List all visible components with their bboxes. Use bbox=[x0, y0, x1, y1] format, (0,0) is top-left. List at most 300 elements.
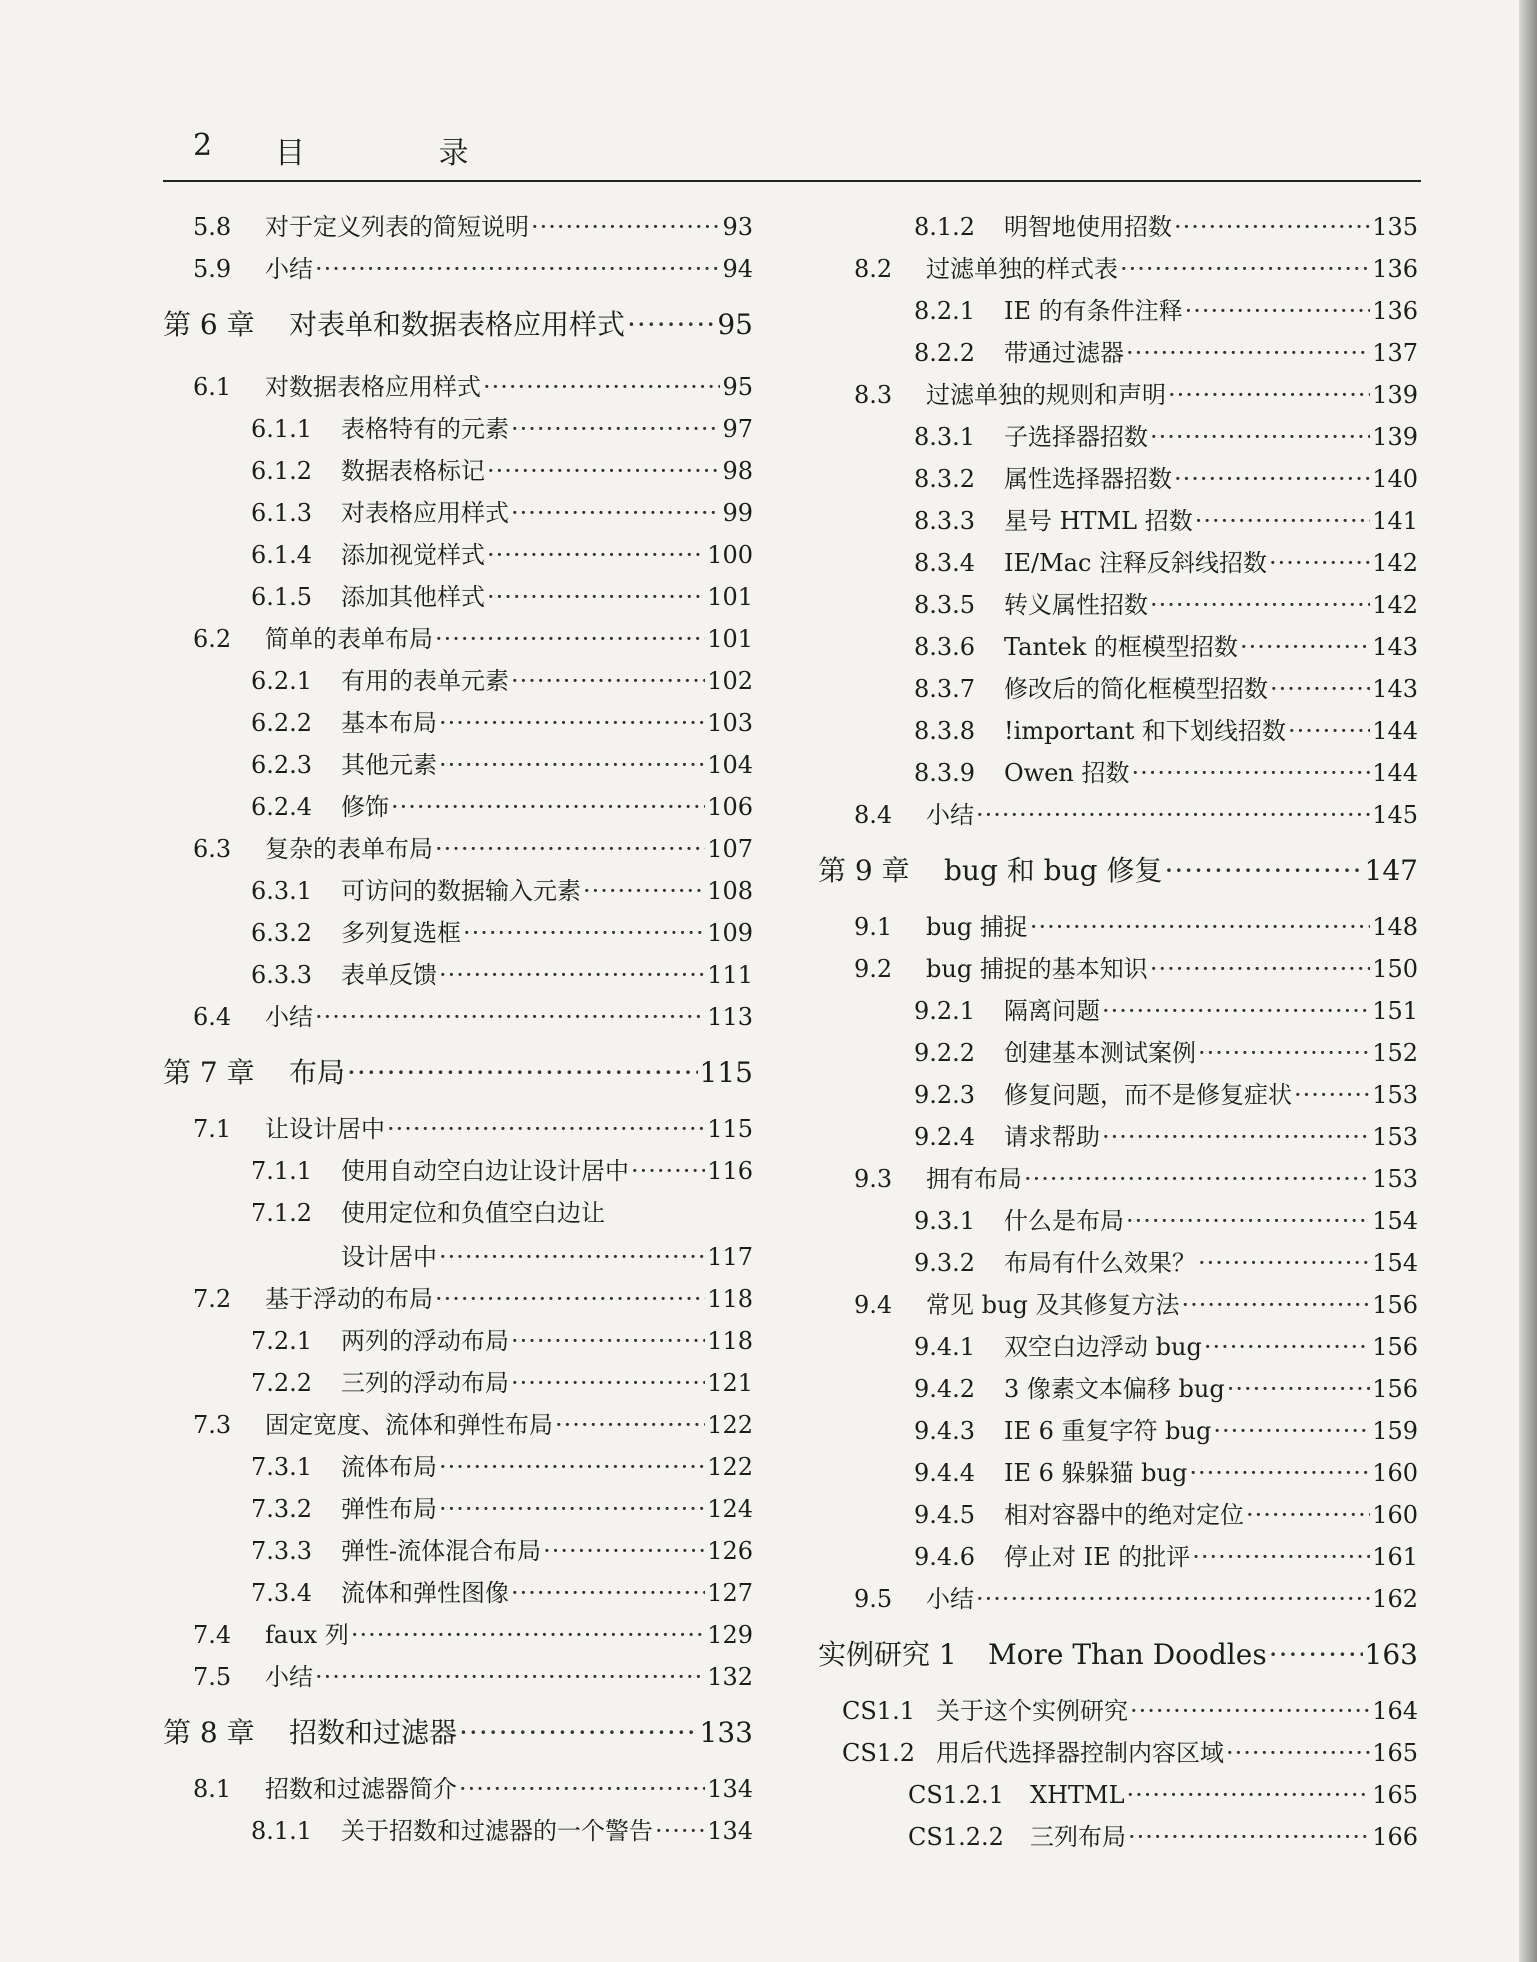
toc-leader-dots bbox=[655, 1816, 705, 1846]
toc-page-number: 101 bbox=[707, 583, 753, 611]
toc-entry bbox=[193, 834, 753, 864]
page-header bbox=[163, 120, 1421, 182]
toc-entry-title: 关于这个实例研究 bbox=[936, 1697, 1128, 1725]
toc-entry-number: 9.3.2 bbox=[914, 1249, 976, 1277]
toc-page-number: 129 bbox=[707, 1621, 753, 1649]
toc-entry-title: 带通过滤器 bbox=[1004, 339, 1124, 367]
toc-page-number: 163 bbox=[1364, 1638, 1418, 1671]
toc-page-number: 144 bbox=[1372, 759, 1418, 787]
toc-leader-dots bbox=[583, 876, 705, 906]
toc-page-number: 115 bbox=[707, 1115, 753, 1143]
toc-entry-number: 6.3 bbox=[193, 835, 232, 863]
toc-entry bbox=[914, 1374, 1418, 1404]
page-edge-shadow bbox=[1519, 0, 1537, 1962]
toc-entry bbox=[914, 1038, 1418, 1068]
toc-entry-number: 8.2 bbox=[854, 255, 893, 283]
toc-entry-number: 8.3.8 bbox=[914, 717, 976, 745]
toc-leader-dots bbox=[1240, 632, 1370, 662]
toc-entry bbox=[251, 456, 753, 486]
toc-entry-title: 三列的浮动布局 bbox=[341, 1369, 509, 1397]
toc-leader-dots bbox=[1024, 1164, 1370, 1194]
toc-entry-title: 明智地使用招数 bbox=[1004, 213, 1172, 241]
toc-leader-dots bbox=[1126, 338, 1370, 368]
toc-leader-dots bbox=[1150, 422, 1370, 452]
toc-entry-number: 7.1.1 bbox=[251, 1157, 313, 1185]
toc-entry-number: 8.2.2 bbox=[914, 339, 976, 367]
toc-entry bbox=[914, 296, 1418, 326]
toc-entry-title: Tantek 的框模型招数 bbox=[1004, 633, 1238, 661]
toc-entry-number: 9.1 bbox=[854, 913, 893, 941]
toc-entry-title: 小结 bbox=[265, 1663, 313, 1691]
toc-leader-dots bbox=[1120, 254, 1370, 284]
toc-page-number: 93 bbox=[722, 213, 753, 241]
toc-entry-title: 3 像素文本偏移 bug bbox=[1004, 1375, 1225, 1403]
toc-page-number: 127 bbox=[707, 1579, 753, 1607]
toc-leader-dots bbox=[487, 456, 720, 486]
toc-entry bbox=[193, 212, 753, 242]
toc-entry-title: 小结 bbox=[926, 801, 974, 829]
toc-leader-dots bbox=[391, 792, 705, 822]
toc-entry-title: !important 和下划线招数 bbox=[1004, 717, 1287, 745]
toc-leader-dots bbox=[487, 540, 705, 570]
toc-entry-title: 子选择器招数 bbox=[1004, 423, 1148, 451]
toc-entry-number: 7.2.2 bbox=[251, 1369, 313, 1397]
toc-page-number: 159 bbox=[1372, 1417, 1418, 1445]
toc-entry-title: bug 捕捉 bbox=[926, 913, 1028, 941]
toc-leader-dots bbox=[1030, 912, 1370, 942]
toc-entry-title: 数据表格标记 bbox=[341, 457, 485, 485]
toc-entry bbox=[251, 1494, 753, 1524]
toc-entry bbox=[914, 1248, 1418, 1278]
toc-chapter-entry bbox=[163, 1058, 753, 1088]
toc-page-number: 117 bbox=[707, 1243, 753, 1271]
toc-entry-number: 9.3.1 bbox=[914, 1207, 976, 1235]
toc-entry-title: 小结 bbox=[265, 255, 313, 283]
toc-leader-dots bbox=[627, 310, 715, 340]
toc-entry bbox=[854, 1584, 1418, 1614]
toc-entry bbox=[193, 1620, 753, 1650]
page-number: 2 bbox=[193, 128, 213, 163]
toc-entry bbox=[914, 674, 1418, 704]
toc-entry-title: 小结 bbox=[265, 1003, 313, 1031]
toc-entry-number: 6.2.3 bbox=[251, 751, 313, 779]
toc-entry-number: CS1.2.1 bbox=[908, 1781, 1004, 1809]
toc-entry-title: 星号 HTML 招数 bbox=[1004, 507, 1193, 535]
toc-leader-dots bbox=[631, 1156, 705, 1186]
toc-page-number: 156 bbox=[1372, 1333, 1418, 1361]
toc-page-number: 134 bbox=[707, 1817, 753, 1845]
toc-entry bbox=[854, 800, 1418, 830]
toc-entry-number: 9.4.6 bbox=[914, 1543, 976, 1571]
toc-entry-number: 6.1.1 bbox=[251, 415, 313, 443]
toc-entry-title: 表单反馈 bbox=[341, 961, 437, 989]
toc-entry-number: 9.2.4 bbox=[914, 1123, 976, 1151]
toc-chapter-entry bbox=[163, 1718, 753, 1748]
toc-page-number: 99 bbox=[722, 499, 753, 527]
toc-page-number: 152 bbox=[1372, 1039, 1418, 1067]
toc-entry-number: 第 6 章 bbox=[163, 308, 255, 341]
toc-entry bbox=[854, 1164, 1418, 1194]
toc-entry-number: 7.3.4 bbox=[251, 1579, 313, 1607]
toc-page-number: 162 bbox=[1372, 1585, 1418, 1613]
toc-entry-number: 8.2.1 bbox=[914, 297, 976, 325]
toc-page-number: 108 bbox=[707, 877, 753, 905]
toc-page-number: 140 bbox=[1372, 465, 1418, 493]
toc-page-number: 109 bbox=[707, 919, 753, 947]
toc-entry-title: 对表格应用样式 bbox=[341, 499, 509, 527]
toc-leader-dots bbox=[1270, 674, 1370, 704]
toc-page-number: 156 bbox=[1372, 1375, 1418, 1403]
toc-entry bbox=[914, 1122, 1418, 1152]
toc-leader-dots bbox=[1227, 1374, 1370, 1404]
toc-page-number: 166 bbox=[1372, 1823, 1418, 1851]
toc-entry-number: 第 8 章 bbox=[163, 1716, 255, 1749]
toc-page-number: 165 bbox=[1372, 1739, 1418, 1767]
toc-entry bbox=[193, 1410, 753, 1440]
toc-entry-title: 简单的表单布局 bbox=[265, 625, 433, 653]
toc-entry bbox=[914, 1206, 1418, 1236]
toc-entry bbox=[193, 1002, 753, 1032]
toc-entry bbox=[251, 1578, 753, 1608]
toc-entry-number: 9.2 bbox=[854, 955, 893, 983]
toc-entry-number: 9.2.2 bbox=[914, 1039, 976, 1067]
toc-entry-number: CS1.1 bbox=[842, 1697, 915, 1725]
toc-entry-number: 6.1 bbox=[193, 373, 232, 401]
toc-entry-number: 9.4.2 bbox=[914, 1375, 976, 1403]
toc-entry-number: 7.3.1 bbox=[251, 1453, 313, 1481]
toc-page-number: 97 bbox=[722, 415, 753, 443]
toc-leader-dots bbox=[387, 1114, 705, 1144]
toc-leader-dots bbox=[463, 918, 705, 948]
toc-entry-number: 8.3.5 bbox=[914, 591, 976, 619]
toc-leader-dots bbox=[439, 1494, 705, 1524]
toc-page-number: 113 bbox=[707, 1003, 753, 1031]
toc-entry-title: XHTML bbox=[1030, 1781, 1125, 1809]
toc-leader-dots bbox=[439, 1452, 705, 1482]
toc-entry bbox=[914, 1080, 1418, 1110]
toc-entry bbox=[251, 1198, 753, 1228]
toc-page-number: 142 bbox=[1372, 549, 1418, 577]
toc-leader-dots bbox=[315, 1662, 705, 1692]
toc-entry-title: 招数和过滤器简介 bbox=[265, 1775, 457, 1803]
toc-entry-number: 7.3 bbox=[193, 1411, 232, 1439]
toc-entry-number: 7.5 bbox=[193, 1663, 232, 1691]
toc-entry bbox=[914, 1458, 1418, 1488]
toc-leader-dots bbox=[1102, 1122, 1370, 1152]
toc-page-number: 144 bbox=[1372, 717, 1418, 745]
toc-entry-number: 6.2.4 bbox=[251, 793, 313, 821]
toc-page-number: 145 bbox=[1372, 801, 1418, 829]
toc-leader-dots bbox=[315, 1002, 705, 1032]
toc-entry-number: 9.4.3 bbox=[914, 1417, 976, 1445]
toc-leader-dots bbox=[459, 1774, 705, 1804]
toc-page-number: 106 bbox=[707, 793, 753, 821]
toc-entry-title: 用后代选择器控制内容区域 bbox=[936, 1739, 1224, 1767]
toc-leader-dots bbox=[315, 254, 720, 284]
toc-entry-title: 常见 bug 及其修复方法 bbox=[926, 1291, 1180, 1319]
toc-entry-number: 5.8 bbox=[193, 213, 232, 241]
toc-entry-number: 6.1.2 bbox=[251, 457, 313, 485]
toc-page-number: 137 bbox=[1372, 339, 1418, 367]
toc-leader-dots bbox=[459, 1718, 698, 1748]
toc-entry-number: 8.3.7 bbox=[914, 675, 976, 703]
toc-entry bbox=[914, 506, 1418, 536]
toc-leader-dots bbox=[976, 1584, 1370, 1614]
toc-entry-title: 招数和过滤器 bbox=[289, 1716, 458, 1749]
toc-entry-title: 使用定位和负值空白边让 bbox=[341, 1199, 605, 1227]
toc-entry bbox=[251, 414, 753, 444]
toc-entry bbox=[193, 254, 753, 284]
toc-leader-dots bbox=[1150, 954, 1370, 984]
toc-entry bbox=[914, 1332, 1418, 1362]
toc-leader-dots bbox=[1164, 856, 1362, 886]
toc-entry-title: IE 6 躲躲猫 bug bbox=[1004, 1459, 1188, 1487]
toc-entry bbox=[914, 464, 1418, 494]
toc-page-number: 95 bbox=[722, 373, 753, 401]
toc-page-number: 98 bbox=[722, 457, 753, 485]
toc-entry bbox=[251, 750, 753, 780]
toc-entry-title: 小结 bbox=[926, 1585, 974, 1613]
toc-entry-number: 9.4 bbox=[854, 1291, 893, 1319]
toc-entry-number: 6.2 bbox=[193, 625, 232, 653]
toc-page-number: 165 bbox=[1372, 1781, 1418, 1809]
toc-leader-dots bbox=[351, 1620, 705, 1650]
toc-entry-title: bug 捕捉的基本知识 bbox=[926, 955, 1148, 983]
toc-page-number: 104 bbox=[707, 751, 753, 779]
toc-entry bbox=[251, 1368, 753, 1398]
toc-entry-title: 过滤单独的规则和声明 bbox=[926, 381, 1166, 409]
toc-leader-dots bbox=[1102, 996, 1370, 1026]
toc-leader-dots bbox=[1198, 1248, 1370, 1278]
toc-page-number: 154 bbox=[1372, 1207, 1418, 1235]
toc-leader-dots bbox=[976, 800, 1370, 830]
toc-entry-number: 7.1 bbox=[193, 1115, 232, 1143]
toc-leader-dots bbox=[511, 666, 705, 696]
toc-entry bbox=[854, 254, 1418, 284]
toc-page-number: 111 bbox=[707, 961, 753, 989]
toc-page-number: 151 bbox=[1372, 997, 1418, 1025]
toc-entry-title: 流体和弹性图像 bbox=[341, 1579, 509, 1607]
toc-entry-title: bug 和 bug 修复 bbox=[944, 854, 1163, 887]
toc-leader-dots bbox=[555, 1410, 705, 1440]
toc-entry-title: 表格特有的元素 bbox=[341, 415, 509, 443]
toc-entry-number: 6.1.5 bbox=[251, 583, 313, 611]
toc-entry-title: 复杂的表单布局 bbox=[265, 835, 433, 863]
toc-entry-title: 属性选择器招数 bbox=[1004, 465, 1172, 493]
toc-entry bbox=[251, 1242, 753, 1272]
toc-page-number: 154 bbox=[1372, 1249, 1418, 1277]
toc-entry-number: 8.3.3 bbox=[914, 507, 976, 535]
toc-entry bbox=[251, 1156, 753, 1186]
toc-page-number: 161 bbox=[1372, 1543, 1418, 1571]
toc-entry bbox=[914, 758, 1418, 788]
toc-entry-number: 7.1.2 bbox=[251, 1199, 313, 1227]
toc-entry-number: 8.3 bbox=[854, 381, 893, 409]
toc-entry-title: 相对容器中的绝对定位 bbox=[1004, 1501, 1244, 1529]
toc-page-number: 115 bbox=[699, 1056, 753, 1089]
toc-page-number: 132 bbox=[707, 1663, 753, 1691]
toc-leader-dots bbox=[1246, 1500, 1370, 1530]
toc-entry-number: 7.2.1 bbox=[251, 1327, 313, 1355]
toc-leader-dots bbox=[1269, 1640, 1363, 1670]
toc-entry-title: IE 6 重复字符 bug bbox=[1004, 1417, 1212, 1445]
toc-leader-dots bbox=[1204, 1332, 1370, 1362]
toc-leader-dots bbox=[1174, 464, 1370, 494]
toc-entry-number: 9.5 bbox=[854, 1585, 893, 1613]
toc-page-number: 147 bbox=[1364, 854, 1418, 887]
toc-entry-number: 8.3.6 bbox=[914, 633, 976, 661]
toc-entry-number: 8.3.1 bbox=[914, 423, 976, 451]
toc-entry-title: 三列布局 bbox=[1030, 1823, 1126, 1851]
toc-entry-number: 7.3.2 bbox=[251, 1495, 313, 1523]
toc-entry bbox=[914, 422, 1418, 452]
toc-page-number: 150 bbox=[1372, 955, 1418, 983]
toc-entry bbox=[908, 1822, 1418, 1852]
toc-entry bbox=[251, 540, 753, 570]
toc-page-number: 122 bbox=[707, 1411, 753, 1439]
toc-page-number: 135 bbox=[1372, 213, 1418, 241]
toc-entry-number: 7.3.3 bbox=[251, 1537, 313, 1565]
toc-page-number: 139 bbox=[1372, 381, 1418, 409]
toc-page-number: 103 bbox=[707, 709, 753, 737]
toc-chapter-entry bbox=[163, 310, 753, 340]
toc-entry bbox=[914, 996, 1418, 1026]
toc-entry bbox=[914, 716, 1418, 746]
toc-entry-number: 5.9 bbox=[193, 255, 232, 283]
toc-entry-number: 6.1.3 bbox=[251, 499, 313, 527]
toc-entry-number: 9.2.3 bbox=[914, 1081, 976, 1109]
toc-entry-title: Owen 招数 bbox=[1004, 759, 1130, 787]
toc-entry bbox=[914, 1542, 1418, 1572]
toc-entry bbox=[251, 918, 753, 948]
toc-entry-title: 让设计居中 bbox=[265, 1115, 385, 1143]
toc-entry-number: 实例研究 1 bbox=[818, 1638, 957, 1671]
toc-leader-dots bbox=[511, 1578, 705, 1608]
toc-entry bbox=[251, 960, 753, 990]
toc-leader-dots bbox=[1130, 1696, 1370, 1726]
toc-page-number: 118 bbox=[707, 1327, 753, 1355]
toc-entry-number: 8.1.1 bbox=[251, 1817, 313, 1845]
toc-entry-number: 8.4 bbox=[854, 801, 893, 829]
toc-page-number: 139 bbox=[1372, 423, 1418, 451]
toc-leader-dots bbox=[487, 582, 705, 612]
toc-entry-number: 6.3.1 bbox=[251, 877, 313, 905]
toc-entry-title: 两列的浮动布局 bbox=[341, 1327, 509, 1355]
toc-page-number: 116 bbox=[707, 1157, 753, 1185]
toc-entry-number: 7.2 bbox=[193, 1285, 232, 1313]
toc-entry bbox=[193, 372, 753, 402]
toc-leader-dots bbox=[439, 960, 705, 990]
toc-entry bbox=[193, 1284, 753, 1314]
toc-page-number: 121 bbox=[707, 1369, 753, 1397]
toc-entry-title: 过滤单独的样式表 bbox=[926, 255, 1118, 283]
toc-entry bbox=[251, 1816, 753, 1846]
toc-page-number: 118 bbox=[707, 1285, 753, 1313]
toc-entry-number: 6.2.1 bbox=[251, 667, 313, 695]
toc-entry bbox=[854, 1290, 1418, 1320]
toc-page-number: 148 bbox=[1372, 913, 1418, 941]
toc-entry-title: faux 列 bbox=[265, 1621, 349, 1649]
toc-entry-title: More Than Doodles bbox=[988, 1638, 1267, 1671]
toc-page-number: 153 bbox=[1372, 1123, 1418, 1151]
toc-entry-title: 固定宽度、流体和弹性布局 bbox=[265, 1411, 553, 1439]
toc-leader-dots bbox=[1128, 1822, 1370, 1852]
toc-entry bbox=[251, 498, 753, 528]
toc-entry-title: 拥有布局 bbox=[926, 1165, 1022, 1193]
toc-leader-dots bbox=[1195, 506, 1370, 536]
toc-entry bbox=[914, 212, 1418, 242]
toc-entry-title: 修饰 bbox=[341, 793, 389, 821]
toc-entry bbox=[251, 876, 753, 906]
toc-leader-dots bbox=[483, 372, 720, 402]
toc-leader-dots bbox=[1150, 590, 1370, 620]
toc-leader-dots bbox=[1168, 380, 1370, 410]
toc-entry-title: 什么是布局 bbox=[1004, 1207, 1124, 1235]
toc-entry-title: 有用的表单元素 bbox=[341, 667, 509, 695]
toc-entry-title: 对表单和数据表格应用样式 bbox=[289, 308, 626, 341]
toc-entry-title: 布局有什么效果？ bbox=[1004, 1249, 1196, 1277]
toc-leader-dots bbox=[1288, 716, 1370, 746]
toc-leader-dots bbox=[1226, 1738, 1370, 1768]
toc-leader-dots bbox=[1185, 296, 1371, 326]
toc-entry-number: 8.3.9 bbox=[914, 759, 976, 787]
toc-page-number: 153 bbox=[1372, 1081, 1418, 1109]
toc-entry bbox=[193, 1114, 753, 1144]
toc-entry-title: 修改后的简化框模型招数 bbox=[1004, 675, 1268, 703]
toc-leader-dots bbox=[439, 750, 705, 780]
toc-page-number: 100 bbox=[707, 541, 753, 569]
toc-entry-number: 6.2.2 bbox=[251, 709, 313, 737]
toc-page-number: 143 bbox=[1372, 675, 1418, 703]
toc-leader-dots bbox=[435, 834, 705, 864]
toc-page-number: 142 bbox=[1372, 591, 1418, 619]
toc-leader-dots bbox=[511, 498, 720, 528]
toc-entry-title: 请求帮助 bbox=[1004, 1123, 1100, 1151]
toc-leader-dots bbox=[439, 1242, 705, 1272]
toc-entry-number: 7.4 bbox=[193, 1621, 232, 1649]
toc-entry-number: 8.3.2 bbox=[914, 465, 976, 493]
toc-entry bbox=[251, 708, 753, 738]
toc-page-number: 160 bbox=[1372, 1459, 1418, 1487]
toc-page-number: 136 bbox=[1372, 255, 1418, 283]
toc-entry bbox=[914, 1500, 1418, 1530]
toc-entry-title: 其他元素 bbox=[341, 751, 437, 779]
toc-entry-number: 8.3.4 bbox=[914, 549, 976, 577]
toc-entry-title: 布局 bbox=[289, 1056, 346, 1089]
toc-entry bbox=[193, 1774, 753, 1804]
toc-entry-number: 6.3.2 bbox=[251, 919, 313, 947]
toc-page-number: 94 bbox=[722, 255, 753, 283]
toc-entry bbox=[251, 666, 753, 696]
toc-leader-dots bbox=[511, 414, 720, 444]
page-title: 目 录 bbox=[275, 136, 531, 171]
toc-entry-number: 6.3.3 bbox=[251, 961, 313, 989]
toc-entry-number: 9.3 bbox=[854, 1165, 893, 1193]
toc-entry bbox=[842, 1696, 1418, 1726]
toc-entry-number: 8.1 bbox=[193, 1775, 232, 1803]
toc-entry-title: 可访问的数据输入元素 bbox=[341, 877, 581, 905]
toc-entry bbox=[908, 1780, 1418, 1810]
toc-entry bbox=[854, 954, 1418, 984]
toc-entry bbox=[914, 338, 1418, 368]
toc-entry-title: 转义属性招数 bbox=[1004, 591, 1148, 619]
toc-entry bbox=[842, 1738, 1418, 1768]
toc-entry bbox=[914, 1416, 1418, 1446]
toc-page-number: 136 bbox=[1372, 297, 1418, 325]
toc-leader-dots bbox=[511, 1368, 705, 1398]
toc-page-number: 102 bbox=[707, 667, 753, 695]
toc-leader-dots bbox=[1127, 1780, 1371, 1810]
